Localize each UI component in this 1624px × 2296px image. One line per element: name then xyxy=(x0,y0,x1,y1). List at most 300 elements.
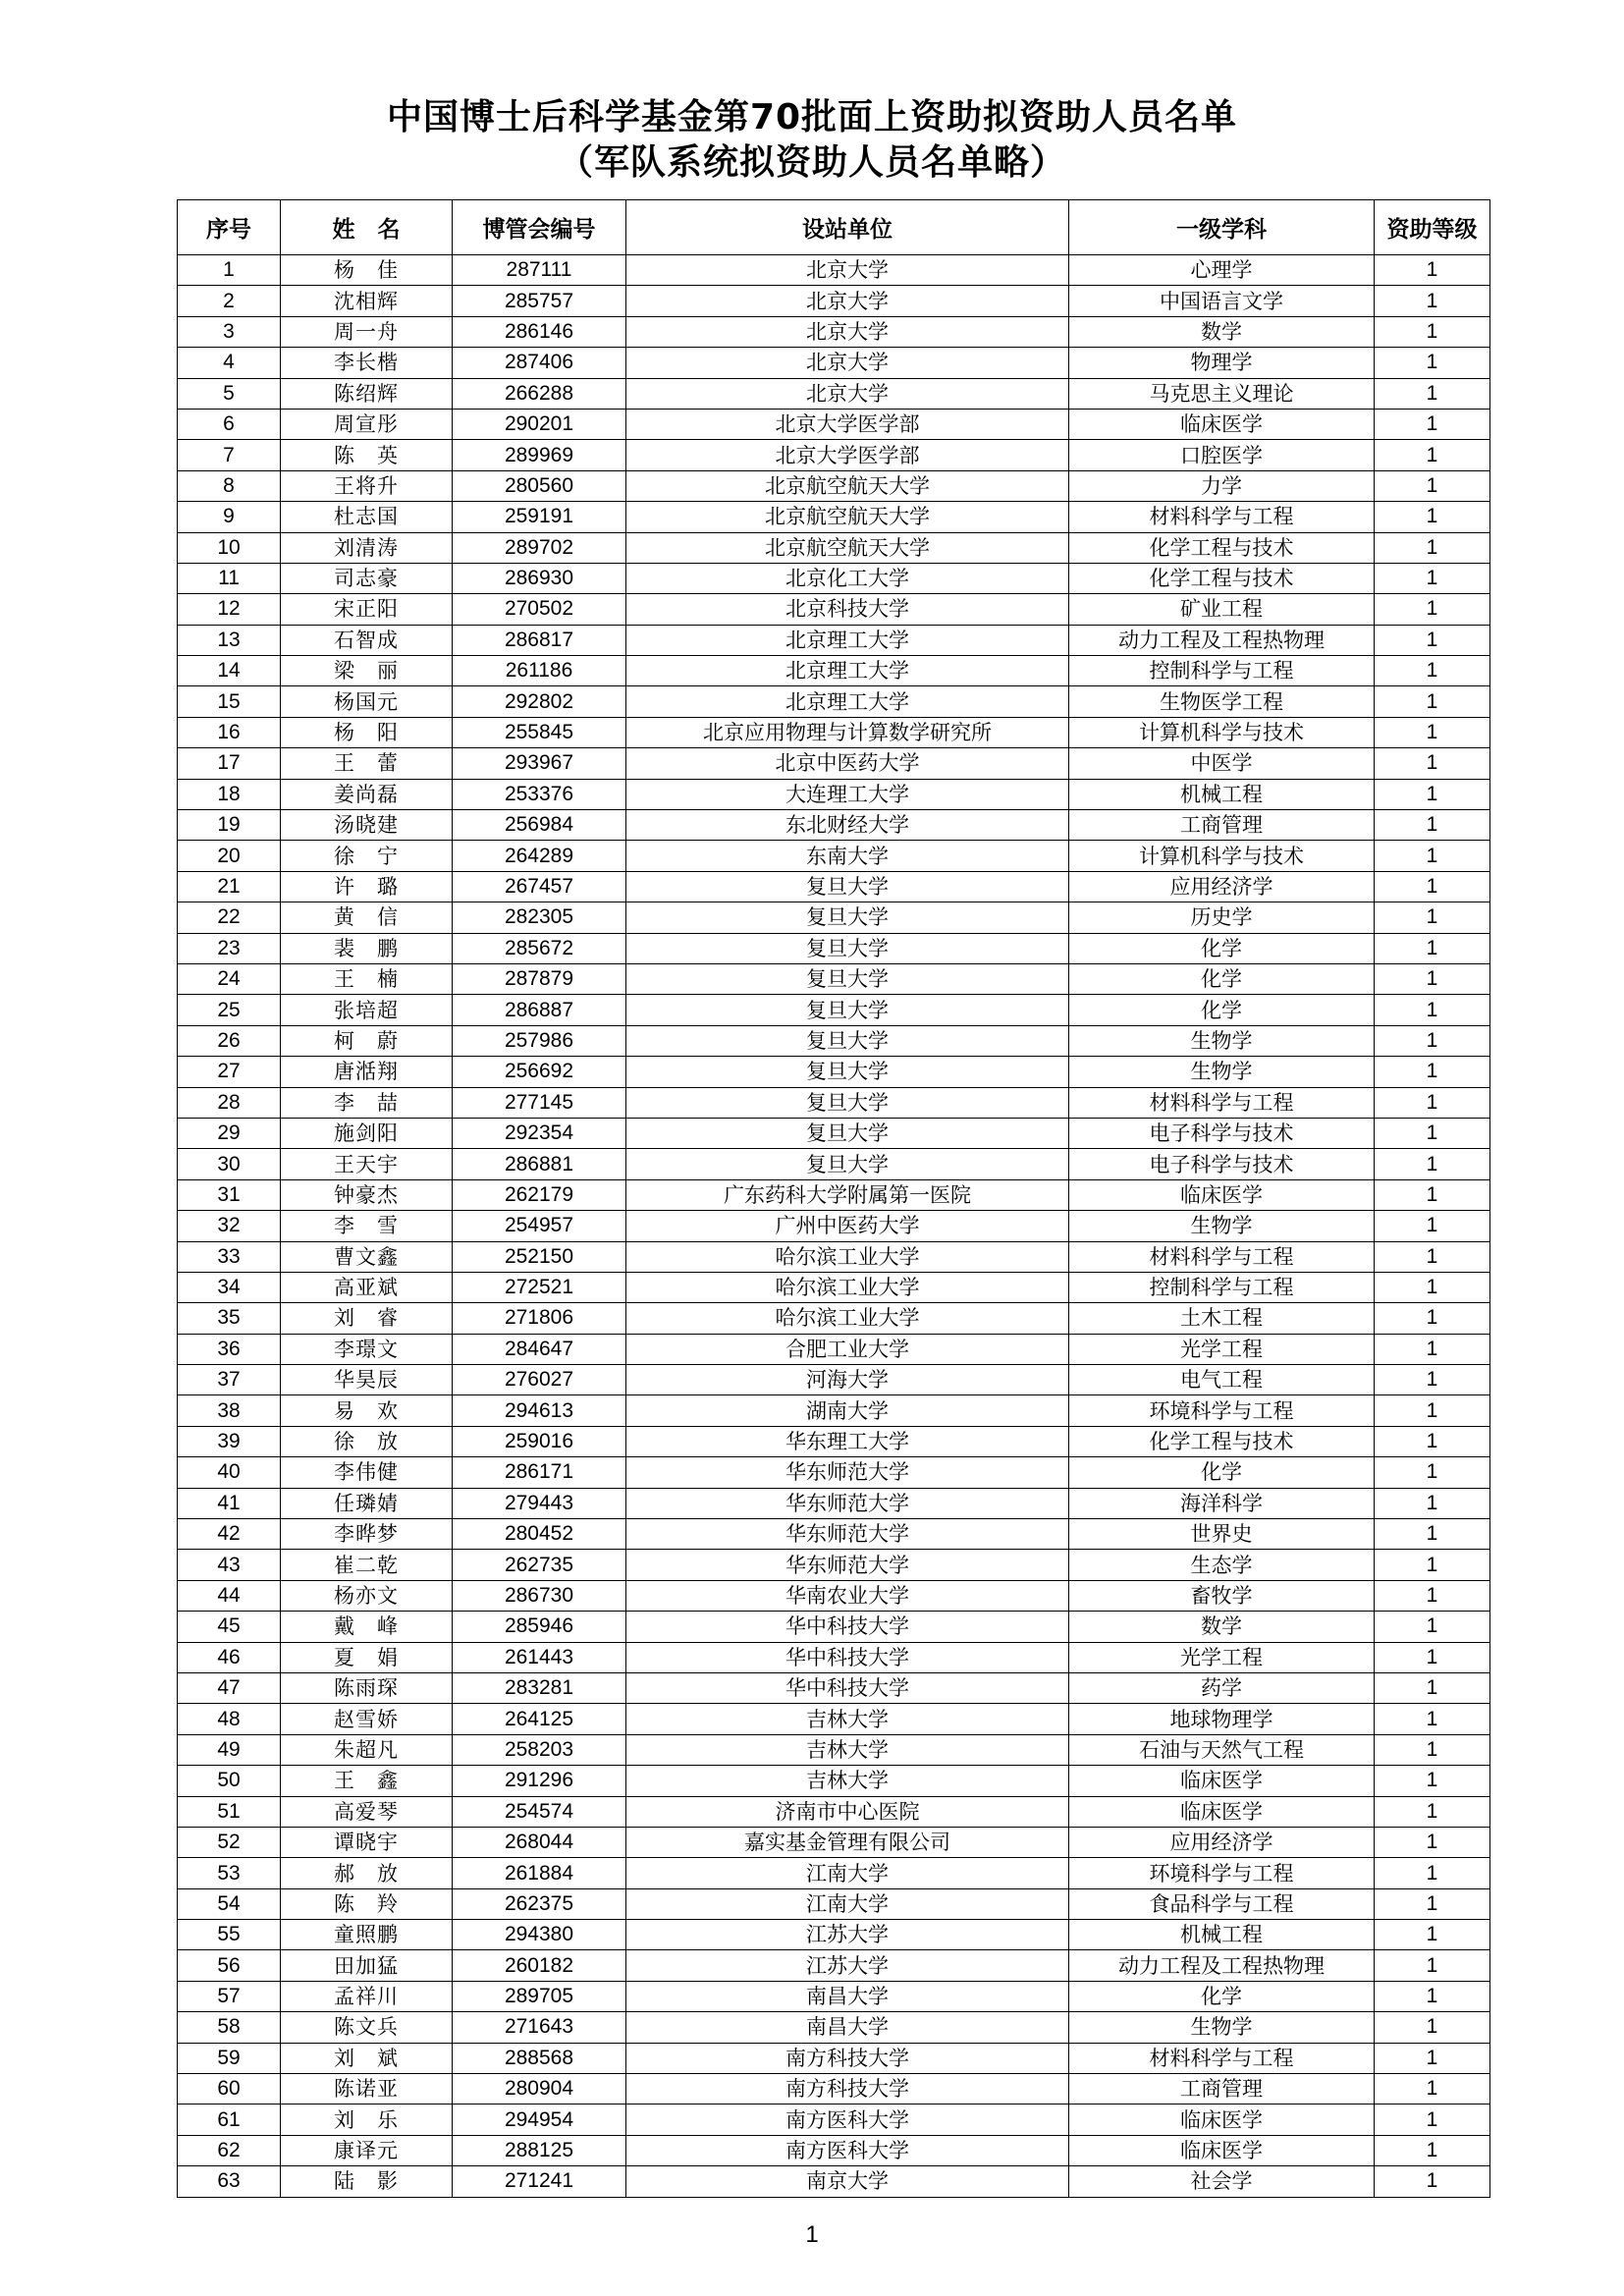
cell-unit: 华东师范大学 xyxy=(626,1519,1069,1550)
table-row xyxy=(178,1672,1490,1703)
cell-grade: 1 xyxy=(1375,2135,1490,2165)
table-row xyxy=(178,1211,1490,1241)
cell-index: 17 xyxy=(178,748,281,779)
cell-name: 周宣彤 xyxy=(281,409,453,439)
cell-unit: 江苏大学 xyxy=(626,1920,1069,1950)
cell-name: 梁 丽 xyxy=(281,656,453,686)
table-row xyxy=(178,1457,1490,1488)
cell-subject: 口腔医学 xyxy=(1069,440,1375,470)
cell-subject: 数学 xyxy=(1069,1612,1375,1642)
cell-subject: 中国语言文学 xyxy=(1069,286,1375,316)
cell-code: 272521 xyxy=(453,1272,626,1302)
cell-unit: 复旦大学 xyxy=(626,1149,1069,1179)
cell-subject: 材料科学与工程 xyxy=(1069,1241,1375,1272)
cell-index: 7 xyxy=(178,440,281,470)
cell-code: 271241 xyxy=(453,2166,626,2197)
cell-subject: 化学 xyxy=(1069,963,1375,994)
cell-code: 289702 xyxy=(453,532,626,563)
cell-grade: 1 xyxy=(1375,378,1490,409)
page-number: 1 xyxy=(805,2221,819,2248)
cell-code: 285946 xyxy=(453,1612,626,1642)
table-row xyxy=(178,1426,1490,1456)
cell-name: 杜志国 xyxy=(281,502,453,532)
cell-subject: 临床医学 xyxy=(1069,409,1375,439)
table-row xyxy=(178,2012,1490,2043)
cell-unit: 华东师范大学 xyxy=(626,1457,1069,1488)
cell-name: 田加猛 xyxy=(281,1950,453,1981)
cell-index: 52 xyxy=(178,1827,281,1857)
table-row xyxy=(178,1519,1490,1550)
cell-code: 284647 xyxy=(453,1334,626,1364)
cell-index: 28 xyxy=(178,1087,281,1118)
cell-unit: 北京航空航天大学 xyxy=(626,470,1069,501)
cell-grade: 1 xyxy=(1375,779,1490,809)
table-row xyxy=(178,933,1490,963)
cell-grade: 1 xyxy=(1375,1519,1490,1550)
cell-index: 44 xyxy=(178,1580,281,1611)
cell-unit: 北京大学 xyxy=(626,255,1069,286)
table-row xyxy=(178,2043,1490,2073)
cell-subject: 心理学 xyxy=(1069,255,1375,286)
cell-index: 5 xyxy=(178,378,281,409)
cell-name: 王 楠 xyxy=(281,963,453,994)
cell-unit: 北京理工大学 xyxy=(626,656,1069,686)
cell-index: 11 xyxy=(178,563,281,593)
cell-name: 朱超凡 xyxy=(281,1734,453,1765)
cell-name: 姜尚磊 xyxy=(281,779,453,809)
cell-subject: 材料科学与工程 xyxy=(1069,1087,1375,1118)
cell-unit: 东北财经大学 xyxy=(626,810,1069,841)
cell-unit: 复旦大学 xyxy=(626,963,1069,994)
cell-unit: 江苏大学 xyxy=(626,1950,1069,1981)
cell-subject: 药学 xyxy=(1069,1672,1375,1703)
cell-unit: 北京大学 xyxy=(626,316,1069,347)
cell-unit: 北京大学 xyxy=(626,286,1069,316)
table-row xyxy=(178,779,1490,809)
cell-grade: 1 xyxy=(1375,2074,1490,2105)
cell-code: 285757 xyxy=(453,286,626,316)
cell-subject: 材料科学与工程 xyxy=(1069,502,1375,532)
cell-subject: 化学 xyxy=(1069,1457,1375,1488)
cell-name: 刘清涛 xyxy=(281,532,453,563)
cell-index: 9 xyxy=(178,502,281,532)
table-row xyxy=(178,1272,1490,1302)
cell-grade: 1 xyxy=(1375,1580,1490,1611)
cell-unit: 南昌大学 xyxy=(626,2012,1069,2043)
cell-subject: 计算机科学与技术 xyxy=(1069,717,1375,747)
cell-index: 23 xyxy=(178,933,281,963)
table-row xyxy=(178,686,1490,717)
cell-unit: 吉林大学 xyxy=(626,1704,1069,1734)
cell-subject: 世界史 xyxy=(1069,1519,1375,1550)
cell-name: 杨 阳 xyxy=(281,717,453,747)
cell-unit: 吉林大学 xyxy=(626,1766,1069,1796)
cell-name: 谭晓宇 xyxy=(281,1827,453,1857)
cell-subject: 动力工程及工程热物理 xyxy=(1069,1950,1375,1981)
cell-subject: 地球物理学 xyxy=(1069,1704,1375,1734)
cell-index: 54 xyxy=(178,1888,281,1919)
cell-name: 钟豪杰 xyxy=(281,1179,453,1210)
cell-code: 253376 xyxy=(453,779,626,809)
table-row xyxy=(178,810,1490,841)
cell-name: 杨国元 xyxy=(281,686,453,717)
cell-code: 294954 xyxy=(453,2105,626,2135)
table-row xyxy=(178,409,1490,439)
cell-index: 37 xyxy=(178,1365,281,1395)
cell-unit: 大连理工大学 xyxy=(626,779,1069,809)
cell-code: 288125 xyxy=(453,2135,626,2165)
cell-grade: 1 xyxy=(1375,963,1490,994)
cell-index: 45 xyxy=(178,1612,281,1642)
cell-grade: 1 xyxy=(1375,1920,1490,1950)
cell-unit: 北京大学 xyxy=(626,378,1069,409)
cell-subject: 光学工程 xyxy=(1069,1334,1375,1364)
cell-index: 38 xyxy=(178,1395,281,1426)
cell-grade: 1 xyxy=(1375,1858,1490,1888)
cell-unit: 华中科技大学 xyxy=(626,1612,1069,1642)
cell-subject: 化学 xyxy=(1069,1981,1375,2011)
cell-index: 1 xyxy=(178,255,281,286)
document-title: 中国博士后科学基金第70批面上资助拟资助人员名单 xyxy=(386,97,1238,137)
cell-index: 41 xyxy=(178,1488,281,1518)
cell-index: 53 xyxy=(178,1858,281,1888)
table-row xyxy=(178,316,1490,347)
table-row xyxy=(178,532,1490,563)
cell-unit: 北京大学医学部 xyxy=(626,440,1069,470)
cell-grade: 1 xyxy=(1375,717,1490,747)
cell-code: 294380 xyxy=(453,1920,626,1950)
cell-name: 童照鹏 xyxy=(281,1920,453,1950)
cell-unit: 华中科技大学 xyxy=(626,1672,1069,1703)
cell-unit: 复旦大学 xyxy=(626,1087,1069,1118)
cell-code: 266288 xyxy=(453,378,626,409)
cell-name: 陈 羚 xyxy=(281,1888,453,1919)
cell-unit: 嘉实基金管理有限公司 xyxy=(626,1827,1069,1857)
table-row xyxy=(178,1981,1490,2011)
cell-grade: 1 xyxy=(1375,1704,1490,1734)
cell-subject: 临床医学 xyxy=(1069,1796,1375,1827)
cell-code: 286930 xyxy=(453,563,626,593)
cell-subject: 工商管理 xyxy=(1069,810,1375,841)
cell-index: 55 xyxy=(178,1920,281,1950)
cell-name: 许 璐 xyxy=(281,871,453,902)
cell-index: 18 xyxy=(178,779,281,809)
cell-index: 48 xyxy=(178,1704,281,1734)
cell-name: 周一舟 xyxy=(281,316,453,347)
cell-grade: 1 xyxy=(1375,1303,1490,1334)
cell-grade: 1 xyxy=(1375,1057,1490,1087)
cell-unit: 河海大学 xyxy=(626,1365,1069,1395)
cell-name: 刘 斌 xyxy=(281,2043,453,2073)
cell-subject: 土木工程 xyxy=(1069,1303,1375,1334)
cell-subject: 生物学 xyxy=(1069,1057,1375,1087)
cell-code: 277145 xyxy=(453,1087,626,1118)
table-row xyxy=(178,1704,1490,1734)
table-row xyxy=(178,1642,1490,1672)
table-row xyxy=(178,1241,1490,1272)
cell-subject: 临床医学 xyxy=(1069,2105,1375,2135)
cell-name: 陈诺亚 xyxy=(281,2074,453,2105)
cell-unit: 哈尔滨工业大学 xyxy=(626,1272,1069,1302)
cell-index: 56 xyxy=(178,1950,281,1981)
cell-grade: 1 xyxy=(1375,1550,1490,1580)
cell-index: 50 xyxy=(178,1766,281,1796)
cell-subject: 化学工程与技术 xyxy=(1069,532,1375,563)
cell-code: 286730 xyxy=(453,1580,626,1611)
cell-name: 曹文鑫 xyxy=(281,1241,453,1272)
table-row xyxy=(178,1827,1490,1857)
cell-subject: 环境科学与工程 xyxy=(1069,1395,1375,1426)
cell-code: 286887 xyxy=(453,995,626,1025)
cell-index: 62 xyxy=(178,2135,281,2165)
cell-code: 280452 xyxy=(453,1519,626,1550)
cell-subject: 石油与天然气工程 xyxy=(1069,1734,1375,1765)
table-row xyxy=(178,1488,1490,1518)
cell-name: 陈雨琛 xyxy=(281,1672,453,1703)
cell-unit: 南方科技大学 xyxy=(626,2074,1069,2105)
cell-grade: 1 xyxy=(1375,1642,1490,1672)
cell-unit: 复旦大学 xyxy=(626,995,1069,1025)
cell-code: 258203 xyxy=(453,1734,626,1765)
cell-name: 高亚斌 xyxy=(281,1272,453,1302)
cell-grade: 1 xyxy=(1375,1365,1490,1395)
cell-code: 280904 xyxy=(453,2074,626,2105)
cell-grade: 1 xyxy=(1375,1796,1490,1827)
cell-grade: 1 xyxy=(1375,1087,1490,1118)
cell-grade: 1 xyxy=(1375,748,1490,779)
cell-unit: 合肥工业大学 xyxy=(626,1334,1069,1364)
cell-index: 42 xyxy=(178,1519,281,1550)
cell-unit: 广州中医药大学 xyxy=(626,1211,1069,1241)
cell-index: 34 xyxy=(178,1272,281,1302)
cell-index: 31 xyxy=(178,1179,281,1210)
table-row xyxy=(178,1118,1490,1148)
cell-code: 292802 xyxy=(453,686,626,717)
cell-code: 287111 xyxy=(453,255,626,286)
cell-subject: 历史学 xyxy=(1069,902,1375,933)
cell-unit: 华东师范大学 xyxy=(626,1550,1069,1580)
cell-index: 47 xyxy=(178,1672,281,1703)
cell-grade: 1 xyxy=(1375,1672,1490,1703)
cell-subject: 畜牧学 xyxy=(1069,1580,1375,1611)
cell-index: 39 xyxy=(178,1426,281,1456)
cell-grade: 1 xyxy=(1375,409,1490,439)
cell-code: 289969 xyxy=(453,440,626,470)
cell-unit: 南昌大学 xyxy=(626,1981,1069,2011)
cell-code: 268044 xyxy=(453,1827,626,1857)
table-row xyxy=(178,1766,1490,1796)
table-row xyxy=(178,348,1490,378)
cell-code: 271806 xyxy=(453,1303,626,1334)
cell-code: 254574 xyxy=(453,1796,626,1827)
cell-index: 32 xyxy=(178,1211,281,1241)
cell-code: 279443 xyxy=(453,1488,626,1518)
table-row xyxy=(178,1920,1490,1950)
cell-subject: 生态学 xyxy=(1069,1550,1375,1580)
cell-subject: 机械工程 xyxy=(1069,779,1375,809)
cell-name: 施剑阳 xyxy=(281,1118,453,1148)
cell-subject: 化学 xyxy=(1069,933,1375,963)
table-row xyxy=(178,871,1490,902)
table-row xyxy=(178,2135,1490,2165)
cell-index: 27 xyxy=(178,1057,281,1087)
cell-subject: 马克思主义理论 xyxy=(1069,378,1375,409)
cell-subject: 食品科学与工程 xyxy=(1069,1888,1375,1919)
cell-code: 252150 xyxy=(453,1241,626,1272)
cell-name: 任璘婧 xyxy=(281,1488,453,1518)
cell-grade: 1 xyxy=(1375,1488,1490,1518)
cell-subject: 物理学 xyxy=(1069,348,1375,378)
cell-unit: 济南市中心医院 xyxy=(626,1796,1069,1827)
table-row xyxy=(178,470,1490,501)
cell-subject: 电子科学与技术 xyxy=(1069,1118,1375,1148)
table-row xyxy=(178,625,1490,655)
cell-name: 刘 乐 xyxy=(281,2105,453,2135)
cell-name: 杨亦文 xyxy=(281,1580,453,1611)
cell-subject: 生物医学工程 xyxy=(1069,686,1375,717)
cell-unit: 华东理工大学 xyxy=(626,1426,1069,1456)
cell-grade: 1 xyxy=(1375,1179,1490,1210)
cell-index: 33 xyxy=(178,1241,281,1272)
cell-subject: 海洋科学 xyxy=(1069,1488,1375,1518)
header-subject: 一级学科 xyxy=(1069,200,1375,255)
cell-name: 夏 娟 xyxy=(281,1642,453,1672)
header-grade: 资助等级 xyxy=(1375,200,1490,255)
cell-grade: 1 xyxy=(1375,1981,1490,2011)
table-row xyxy=(178,656,1490,686)
cell-grade: 1 xyxy=(1375,810,1490,841)
cell-grade: 1 xyxy=(1375,2166,1490,2197)
cell-name: 康译元 xyxy=(281,2135,453,2165)
cell-subject: 中医学 xyxy=(1069,748,1375,779)
cell-subject: 生物学 xyxy=(1069,1025,1375,1056)
cell-unit: 复旦大学 xyxy=(626,1057,1069,1087)
cell-unit: 复旦大学 xyxy=(626,1118,1069,1148)
cell-code: 270502 xyxy=(453,594,626,625)
table-row xyxy=(178,2074,1490,2105)
cell-name: 汤晓建 xyxy=(281,810,453,841)
cell-index: 36 xyxy=(178,1334,281,1364)
cell-code: 259016 xyxy=(453,1426,626,1456)
cell-subject: 生物学 xyxy=(1069,1211,1375,1241)
cell-subject: 社会学 xyxy=(1069,2166,1375,2197)
cell-unit: 广东药科大学附属第一医院 xyxy=(626,1179,1069,1210)
cell-unit: 华东师范大学 xyxy=(626,1488,1069,1518)
table-row xyxy=(178,1580,1490,1611)
cell-index: 20 xyxy=(178,841,281,871)
cell-grade: 1 xyxy=(1375,1457,1490,1488)
header-unit: 设站单位 xyxy=(626,200,1069,255)
table-row xyxy=(178,286,1490,316)
cell-index: 46 xyxy=(178,1642,281,1672)
cell-code: 255845 xyxy=(453,717,626,747)
cell-index: 35 xyxy=(178,1303,281,1334)
cell-code: 259191 xyxy=(453,502,626,532)
cell-index: 29 xyxy=(178,1118,281,1148)
cell-index: 26 xyxy=(178,1025,281,1056)
cell-code: 262375 xyxy=(453,1888,626,1919)
cell-grade: 1 xyxy=(1375,841,1490,871)
cell-unit: 北京航空航天大学 xyxy=(626,532,1069,563)
cell-code: 290201 xyxy=(453,409,626,439)
cell-code: 261186 xyxy=(453,656,626,686)
cell-subject: 应用经济学 xyxy=(1069,871,1375,902)
cell-subject: 动力工程及工程热物理 xyxy=(1069,625,1375,655)
table-row xyxy=(178,1950,1490,1981)
cell-name: 裴 鹏 xyxy=(281,933,453,963)
table-row xyxy=(178,1149,1490,1179)
cell-code: 291296 xyxy=(453,1766,626,1796)
cell-name: 陈绍辉 xyxy=(281,378,453,409)
cell-unit: 江南大学 xyxy=(626,1858,1069,1888)
cell-unit: 吉林大学 xyxy=(626,1734,1069,1765)
cell-unit: 复旦大学 xyxy=(626,902,1069,933)
cell-index: 22 xyxy=(178,902,281,933)
cell-grade: 1 xyxy=(1375,1888,1490,1919)
cell-unit: 南方科技大学 xyxy=(626,2043,1069,2073)
cell-grade: 1 xyxy=(1375,348,1490,378)
cell-index: 25 xyxy=(178,995,281,1025)
cell-unit: 华南农业大学 xyxy=(626,1580,1069,1611)
cell-name: 王 鑫 xyxy=(281,1766,453,1796)
cell-name: 易 欢 xyxy=(281,1395,453,1426)
cell-name: 李 喆 xyxy=(281,1087,453,1118)
table-header-row xyxy=(178,200,1490,255)
cell-unit: 复旦大学 xyxy=(626,1025,1069,1056)
cell-grade: 1 xyxy=(1375,563,1490,593)
cell-code: 289705 xyxy=(453,1981,626,2011)
cell-subject: 数学 xyxy=(1069,316,1375,347)
cell-subject: 电气工程 xyxy=(1069,1365,1375,1395)
cell-grade: 1 xyxy=(1375,470,1490,501)
cell-grade: 1 xyxy=(1375,286,1490,316)
table-row xyxy=(178,841,1490,871)
cell-unit: 北京大学 xyxy=(626,348,1069,378)
cell-subject: 控制科学与工程 xyxy=(1069,656,1375,686)
cell-subject: 临床医学 xyxy=(1069,1766,1375,1796)
cell-grade: 1 xyxy=(1375,2105,1490,2135)
cell-grade: 1 xyxy=(1375,1612,1490,1642)
table-row xyxy=(178,1087,1490,1118)
header-code: 博管会编号 xyxy=(453,200,626,255)
cell-index: 63 xyxy=(178,2166,281,2197)
cell-grade: 1 xyxy=(1375,1950,1490,1981)
cell-name: 李伟健 xyxy=(281,1457,453,1488)
cell-index: 49 xyxy=(178,1734,281,1765)
header-index: 序号 xyxy=(178,200,281,255)
cell-name: 徐 放 xyxy=(281,1426,453,1456)
cell-name: 陈文兵 xyxy=(281,2012,453,2043)
cell-code: 286881 xyxy=(453,1149,626,1179)
cell-code: 283281 xyxy=(453,1672,626,1703)
cell-subject: 控制科学与工程 xyxy=(1069,1272,1375,1302)
cell-index: 30 xyxy=(178,1149,281,1179)
cell-code: 254957 xyxy=(453,1211,626,1241)
cell-subject: 临床医学 xyxy=(1069,1179,1375,1210)
cell-subject: 矿业工程 xyxy=(1069,594,1375,625)
table-row xyxy=(178,1179,1490,1210)
cell-grade: 1 xyxy=(1375,1241,1490,1272)
table-row xyxy=(178,1303,1490,1334)
cell-grade: 1 xyxy=(1375,871,1490,902)
cell-name: 石智成 xyxy=(281,625,453,655)
cell-subject: 工商管理 xyxy=(1069,2074,1375,2105)
cell-unit: 湖南大学 xyxy=(626,1395,1069,1426)
table-row xyxy=(178,995,1490,1025)
cell-code: 256984 xyxy=(453,810,626,841)
cell-code: 276027 xyxy=(453,1365,626,1395)
cell-code: 261884 xyxy=(453,1858,626,1888)
